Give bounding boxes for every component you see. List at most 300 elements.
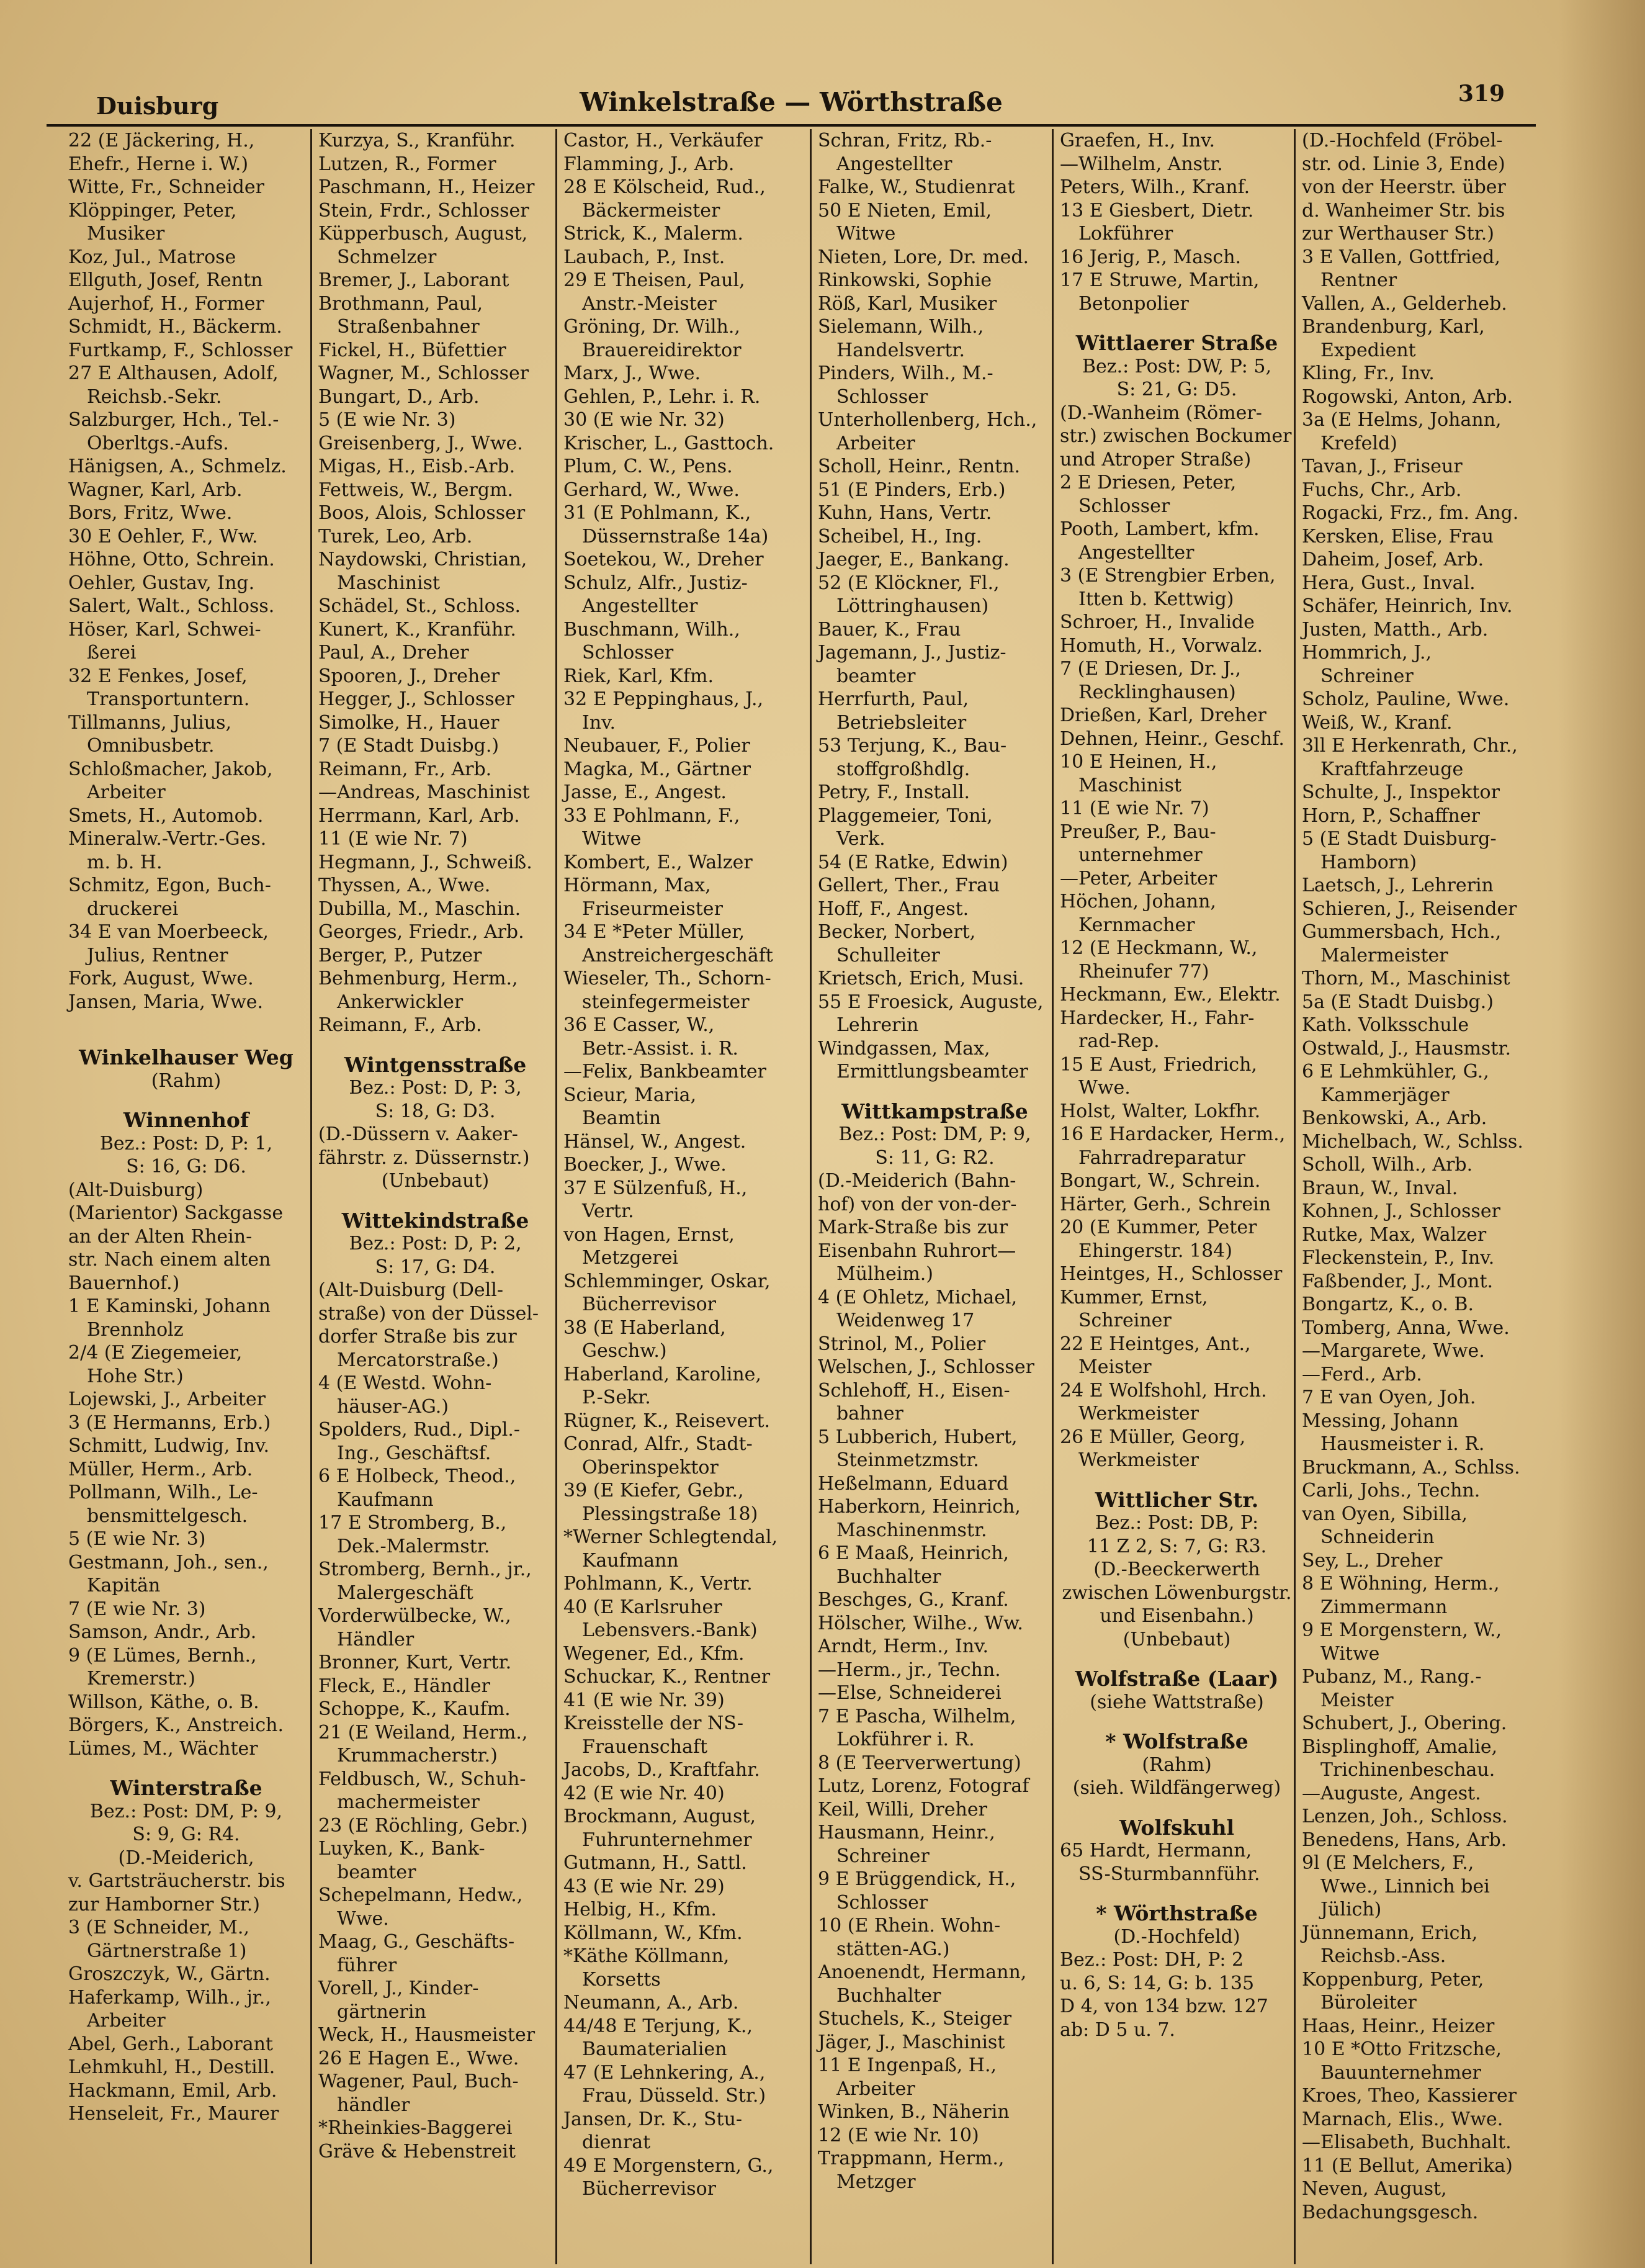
entry-line: Mineralw.-Vertr.-Ges.	[68, 828, 267, 850]
entry-line: Angestellter	[836, 153, 952, 175]
entry-line: händler	[337, 2094, 410, 2116]
entry-line: 11 (E Bellut, Amerika)	[1302, 2154, 1513, 2177]
entry-line: und Atroper Straße)	[1060, 448, 1252, 470]
street-heading: Wolfstraße (Laar)	[1075, 1667, 1279, 1691]
entry-line: Brockmann, August,	[563, 1806, 756, 1827]
entry-line: Schieren, J., Reisender	[1302, 898, 1517, 920]
entry-line: Rogowski, Anton, Arb.	[1302, 385, 1513, 408]
entry-line: Haberkorn, Heinrich,	[818, 1496, 1021, 1518]
entry-line: (Alt-Duisburg)	[68, 1179, 204, 1201]
entry-line: 11 (E wie Nr. 7)	[1060, 798, 1209, 819]
entry-line: Welschen, J., Schlosser	[818, 1356, 1034, 1378]
entry-line: Strinol, M., Polier	[818, 1333, 986, 1355]
entry-line: Jaeger, E., Bankang.	[818, 549, 1010, 570]
entry-line: d. Wanheimer Str. bis	[1302, 199, 1505, 222]
entry-line: Betr.-Assist. i. R.	[582, 1037, 738, 1060]
entry-line: Witwe	[836, 223, 896, 245]
entry-line: Schubert, J., Obering.	[1302, 1712, 1507, 1734]
entry-line: Faßbender, J., Mont.	[1302, 1270, 1494, 1292]
entry-line: Daheim, Josef, Arb.	[1302, 549, 1484, 570]
entry-line: 53 Terjung, K., Bau-	[818, 735, 1007, 757]
entry-line: 3a (E Helms, Johann,	[1302, 409, 1502, 431]
spacer	[1054, 1886, 1300, 1902]
entry-line: Schlosser	[836, 1891, 928, 1914]
entry-line: Expedient	[1320, 339, 1416, 361]
column-2	[310, 129, 558, 2264]
entry-line: Hackmann, Emil, Arb.	[68, 2079, 277, 2102]
entry-line: Bauer, K., Frau	[818, 618, 961, 641]
entry-line: Laetsch, J., Lehrerin	[1302, 875, 1494, 896]
street-heading: Wintgensstraße	[344, 1053, 527, 1076]
spacer	[1054, 1651, 1300, 1667]
entry-line: —Felix, Bankbeamter	[563, 1061, 766, 1082]
entry-line: Carli, Johs., Techn.	[1302, 1480, 1481, 1501]
entry-line: 3 E Vallen, Gottfried,	[1302, 246, 1500, 268]
entry-line: Hommrich, J.,	[1302, 642, 1432, 664]
entry-line: Soetekou, W., Dreher	[563, 549, 764, 570]
entry-line: beamter	[337, 1861, 416, 1883]
entry-line: Spooren, J., Dreher	[318, 665, 500, 687]
entry-line: Greisenberg, J., Wwe.	[318, 432, 523, 454]
entry-line: Schulleiter	[836, 944, 940, 966]
entry-line: str. Nach einem alten	[68, 1249, 271, 1271]
entry-line: hof) von der von-der-	[818, 1193, 1017, 1215]
entry-line: Reimann, Fr., Arb.	[318, 758, 492, 780]
entry-line: 54 (E Ratke, Edwin)	[818, 851, 1008, 873]
entry-line: Pollmann, Wilh., Le-	[68, 1482, 258, 1503]
entry-line: Geschw.)	[582, 1340, 667, 1362]
entry-line: Kremerstr.)	[87, 1668, 195, 1690]
entry-line: 8 E Wöhning, Herm.,	[1302, 1573, 1500, 1595]
entry-line: Wwe., Linnich bei	[1320, 1875, 1490, 1897]
street-note: zwischen Löwenburgstr.	[1062, 1582, 1292, 1604]
entry-line: 4 (E Westd. Wohn-	[318, 1372, 492, 1394]
entry-line: Plum, C. W., Pens.	[563, 456, 733, 477]
entry-line: 31 (E Pohlmann, K.,	[563, 502, 751, 524]
entry-line: 3 (E Strengbier Erben,	[1060, 565, 1276, 587]
street-note: S: 9, G: R4.	[132, 1824, 240, 1845]
entry-line: Bongartz, K., o. B.	[1302, 1294, 1474, 1315]
entry-line: Arbeiter	[87, 2010, 166, 2032]
entry-line: stoffgroßhdlg.	[836, 758, 970, 780]
street-note: S: 16, G: D6.	[126, 1156, 246, 1177]
entry-line: Spolders, Rud., Dipl.-	[318, 1419, 521, 1441]
entry-line: Verk.	[836, 828, 885, 850]
street-note: S: 18, G: D3.	[375, 1100, 496, 1122]
entry-line: Samson, Andr., Arb.	[68, 1621, 257, 1643]
page-edge-shadow	[1558, 0, 1645, 2268]
entry-line: Börgers, K., Anstreich.	[68, 1714, 284, 1736]
entry-line: Heßelmann, Eduard	[818, 1472, 1009, 1495]
entry-line: Höser, Karl, Schwei-	[68, 618, 261, 641]
entry-line: Mercatorstraße.)	[337, 1349, 499, 1371]
entry-line: Rogacki, Frz., fm. Ang.	[1302, 502, 1519, 524]
entry-line: Krefeld)	[1320, 432, 1397, 454]
entry-line: Korsetts	[582, 1968, 661, 1991]
entry-line: Graefen, H., Inv.	[1060, 130, 1216, 151]
entry-line: Schuckar, K., Rentner	[563, 1666, 771, 1688]
entry-line: Horn, P., Schaffner	[1302, 804, 1480, 827]
entry-line: Paschmann, H., Heizer	[318, 176, 535, 198]
spacer	[312, 1193, 558, 1209]
entry-line: Falke, W., Studienrat	[818, 176, 1015, 198]
entry-line: Abel, Gerh., Laborant	[68, 2033, 273, 2055]
entry-line: Naydowski, Christian,	[318, 549, 527, 570]
entry-line: 51 (E Pinders, Erb.)	[818, 479, 1006, 501]
entry-line: Willson, Käthe, o. B.	[68, 1691, 259, 1713]
street-heading: Winterstraße	[110, 1776, 262, 1800]
entry-line: von der Heerstr. über	[1302, 176, 1506, 198]
entry-line: Omnibusbetr.	[87, 735, 215, 757]
entry-line: Hardecker, H., Fahr-	[1060, 1007, 1255, 1029]
entry-line: u. 6, S: 14, G: b. 135	[1060, 1972, 1255, 1994]
entry-line: Bauernhof.)	[68, 1272, 180, 1294]
street-heading: Winkelhauser Weg	[79, 1046, 294, 1069]
entry-line: Krummacherstr.)	[337, 1745, 498, 1766]
entry-line: (Alt-Duisburg (Dell-	[318, 1279, 503, 1301]
entry-line: Behmenburg, Herm.,	[318, 968, 518, 989]
entry-line: Jünnemann, Erich,	[1302, 1922, 1478, 1944]
spacer	[1054, 1714, 1300, 1730]
entry-line: Castor, H., Verkäufer	[563, 130, 763, 151]
entry-line: Maschinist	[337, 572, 441, 594]
entry-line: Becker, Norbert,	[818, 921, 976, 943]
entry-line: Hoff, F., Angest.	[818, 898, 969, 920]
entry-line: 26 E Hagen E., Wwe.	[318, 2047, 519, 2069]
entry-line: Schäfer, Heinrich, Inv.	[1302, 595, 1513, 617]
entry-line: Justen, Matth., Arb.	[1302, 618, 1489, 641]
entry-line: Braun, W., Inval.	[1302, 1177, 1458, 1199]
entry-line: Rutke, Max, Walzer	[1302, 1223, 1487, 1246]
entry-line: Weck, H., Hausmeister	[318, 2024, 536, 2046]
entry-line: Preußer, P., Bau-	[1060, 821, 1216, 843]
entry-line: 3 (E Schneider, M.,	[68, 1917, 249, 1938]
entry-line: 24 E Wolfshohl, Hrch.	[1060, 1379, 1267, 1402]
entry-line: Stuchels, K., Steiger	[818, 2008, 1012, 2030]
entry-line: Arndt, Herm., Inv.	[818, 1636, 989, 1657]
entry-line: 6 E Holbeck, Theod.,	[318, 1465, 516, 1487]
entry-line: Brennholz	[87, 1318, 184, 1341]
entry-line: Fleck, E., Händler	[318, 1675, 490, 1697]
entry-line: Lokführer i. R.	[836, 1729, 975, 1750]
entry-line: Hohe Str.)	[87, 1365, 184, 1387]
entry-line: Bisplinghoff, Amalie,	[1302, 1735, 1498, 1758]
entry-line: Vallen, A., Gelderheb.	[1302, 292, 1507, 315]
entry-line: Riek, Karl, Kfm.	[563, 665, 714, 687]
entry-line: Frau, Düsseld. Str.)	[582, 2085, 766, 2107]
entry-line: Anstr.-Meister	[582, 292, 717, 315]
entry-line: Neven, August,	[1302, 2178, 1447, 2200]
entry-line: Hänigsen, A., Schmelz.	[68, 456, 287, 477]
entry-line: Betonpolier	[1078, 292, 1189, 315]
entry-line: Kuhn, Hans, Vertr.	[818, 502, 992, 524]
entry-line: P.-Sekr.	[582, 1387, 651, 1408]
entry-line: Henseleit, Fr., Maurer	[68, 2103, 279, 2125]
entry-line: Ellguth, Josef, Rentn	[68, 269, 263, 291]
entry-line: Weiß, W., Kranf.	[1302, 711, 1453, 734]
entry-line: Benedens, Hans, Arb.	[1302, 1829, 1507, 1851]
entry-line: Laubach, P., Inst.	[563, 246, 725, 268]
entry-line: Itten b. Kettwig)	[1078, 588, 1234, 610]
street-note: S: 11, G: R2.	[875, 1146, 995, 1169]
entry-line: 22 E Heintges, Ant.,	[1060, 1333, 1251, 1355]
street-note: (sieh. Wildfängerweg)	[1072, 1777, 1281, 1799]
entry-line: —Ferd., Arb.	[1302, 1363, 1422, 1385]
entry-line: Weidenweg 17	[836, 1310, 975, 1331]
entry-line: Jäger, J., Maschinist	[818, 2031, 1005, 2053]
entry-line: 44/48 E Terjung, K.,	[563, 2015, 753, 2037]
entry-line: 34 E *Peter Müller,	[563, 921, 745, 943]
entry-line: Händler	[337, 1628, 415, 1650]
entry-line: Ankerwickler	[337, 991, 464, 1013]
entry-line: Holst, Walter, Lokfhr.	[1060, 1100, 1261, 1122]
entry-line: Schulz, Alfr., Justiz-	[563, 572, 748, 594]
entry-line: Vorderwülbecke, W.,	[318, 1605, 511, 1627]
entry-line: v. Gartsträucherstr. bis	[68, 1870, 285, 1892]
entry-line: Wagner, M., Schlosser	[318, 362, 529, 384]
entry-line: Pohlmann, K., Vertr.	[563, 1573, 753, 1595]
entry-line: Hegmann, J., Schweiß.	[318, 851, 532, 873]
entry-line: ßerei	[87, 642, 137, 664]
entry-line: 41 (E wie Nr. 39)	[563, 1689, 725, 1711]
entry-line: von Hagen, Ernst,	[563, 1223, 735, 1246]
entry-line: m. b. H.	[87, 851, 163, 873]
entry-line: Schneiderin	[1320, 1526, 1435, 1548]
street-note: (Rahm)	[151, 1069, 222, 1092]
entry-line: Bungart, D., Arb.	[318, 385, 480, 408]
street-note: Bez.: Post: D, P: 3,	[349, 1077, 522, 1099]
entry-line: Baumaterialien	[582, 2038, 727, 2060]
entry-line: 30 E Oehler, F., Ww.	[68, 525, 258, 547]
entry-line: Scholl, Heinr., Rentn.	[818, 456, 1021, 477]
entry-line: Kammerjäger	[1320, 1084, 1450, 1106]
entry-line: Drießen, Karl, Dreher	[1060, 704, 1266, 726]
entry-line: Kombert, E., Walzer	[563, 851, 753, 873]
entry-line: Mark-Straße bis zur	[818, 1217, 1008, 1238]
entry-line: Hausmann, Heinr.,	[818, 1822, 995, 1843]
entry-line: Vertr.	[582, 1200, 634, 1222]
street-heading: * Wörthstraße	[1096, 1902, 1258, 1925]
street-note: S: 17, G: D4.	[375, 1256, 496, 1278]
spacer	[1054, 1800, 1300, 1816]
entry-line: Hamborn)	[1320, 851, 1417, 873]
entry-line: Berger, P., Putzer	[318, 944, 482, 966]
entry-line: Dehnen, Heinr., Geschf.	[1060, 727, 1284, 750]
spacer	[812, 1084, 1058, 1100]
entry-line: Sey, L., Dreher	[1302, 1549, 1443, 1572]
entry-line: Hölscher, Wilhe., Ww.	[818, 1612, 1023, 1634]
entry-line: SS-Sturmbannführ.	[1078, 1863, 1260, 1885]
entry-line: Büroleiter	[1320, 1992, 1417, 2014]
entry-line: Benkowski, A., Arb.	[1302, 1107, 1487, 1129]
entry-line: Scholl, Wilh., Arb.	[1302, 1154, 1473, 1176]
entry-line: Pooth, Lambert, kfm.	[1060, 518, 1260, 540]
entry-line: 1 E Kaminski, Johann	[68, 1295, 271, 1317]
entry-line: Schulte, J., Inspektor	[1302, 781, 1500, 803]
entry-line: 6 E Maaß, Heinrich,	[818, 1542, 1010, 1564]
entry-line: Maschinenmstr.	[836, 1519, 987, 1541]
entry-line: bensmittelgesch.	[87, 1505, 248, 1527]
entry-line: unternehmer	[1078, 844, 1203, 866]
entry-line: Fettweis, W., Bergm.	[318, 479, 514, 501]
entry-line: 37 E Sülzenfuß, H.,	[563, 1177, 748, 1199]
entry-line: Koz, Jul., Matrose	[68, 246, 236, 268]
entry-line: Ehingerstr. 184)	[1078, 1240, 1232, 1262]
entry-line: Dubilla, M., Maschin.	[318, 898, 521, 920]
entry-line: Aujerhof, H., Former	[68, 292, 264, 315]
street-note: Bez.: Post: DB, P:	[1095, 1512, 1259, 1534]
street-note: (D.-Hochfeld)	[1113, 1925, 1240, 1948]
entry-line: Neumann, A., Arb.	[563, 1992, 739, 2014]
entry-line: Beamtin	[582, 1107, 661, 1129]
entry-line: Bücherrevisor	[582, 1294, 717, 1315]
entry-line: Kurzya, S., Kranführ.	[318, 130, 516, 151]
entry-line: Metzger	[836, 2171, 916, 2193]
entry-line: an der Alten Rhein-	[68, 1225, 253, 1248]
entry-line: Lehmkuhl, H., Destill.	[68, 2056, 276, 2078]
entry-line: Schepelmann, Hedw.,	[318, 1884, 523, 1906]
spacer	[62, 1092, 310, 1109]
entry-line: 32 E Peppinghaus, J.,	[563, 688, 764, 710]
entry-line: 9 E Morgenstern, W.,	[1302, 1619, 1502, 1641]
entry-line: zur Werthauser Str.)	[1302, 223, 1494, 245]
entry-line: 9 E Brüggendick, H.,	[818, 1868, 1016, 1890]
entry-line: 5 (E wie Nr. 3)	[318, 409, 456, 431]
entry-line: 33 E Pohlmann, F.,	[563, 804, 740, 827]
entry-line: Lutzen, R., Former	[318, 153, 496, 175]
entry-line: —Auguste, Angest.	[1302, 1782, 1481, 1804]
entry-line: Krietsch, Erich, Musi.	[818, 968, 1024, 989]
entry-line: Schoppe, K., Kaufm.	[318, 1698, 511, 1720]
entry-line: Tavan, J., Friseur	[1302, 456, 1463, 477]
entry-line: Fahrradreparatur	[1078, 1146, 1245, 1169]
street-note: Bez.: Post: D, P: 1,	[99, 1132, 273, 1154]
entry-line: Musiker	[87, 223, 165, 245]
entry-line: stätten-AG.)	[836, 1938, 950, 1960]
entry-line: führer	[337, 1954, 397, 1976]
entry-line: Höchen, Johann,	[1060, 891, 1216, 912]
entry-line: Höhne, Otto, Schrein.	[68, 549, 275, 570]
entry-line: Kummer, Ernst,	[1060, 1286, 1208, 1308]
entry-line: Petry, F., Install.	[818, 781, 970, 803]
column-4	[810, 129, 1058, 2264]
entry-line: Gummersbach, Hch.,	[1302, 921, 1502, 943]
entry-line: Bez.: Post: DH, P: 2	[1060, 1949, 1244, 1971]
entry-line: 2 E Driesen, Peter,	[1060, 472, 1237, 493]
entry-line: Anoenendt, Hermann,	[818, 1961, 1027, 1983]
entry-line: 30 (E wie Nr. 32)	[563, 409, 725, 431]
entry-line: Zimmermann	[1320, 1596, 1448, 1618]
entry-line: Beschges, G., Kranf.	[818, 1589, 1009, 1611]
entry-line: Scieur, Maria,	[563, 1084, 697, 1106]
street-note: S: 21, G: D5.	[1116, 379, 1237, 400]
entry-line: Pubanz, M., Rang.-	[1302, 1666, 1482, 1688]
entry-line: 3ll E Herkenrath, Chr.,	[1302, 735, 1518, 757]
spacer	[62, 1030, 310, 1046]
entry-line: Straßenbahner	[337, 316, 480, 338]
entry-line: Ostwald, J., Hausmstr.	[1302, 1037, 1512, 1060]
entry-line: Kaufmann	[582, 1549, 679, 1572]
entry-line: Rinkowski, Sophie	[818, 269, 992, 291]
entry-line: Reichsb.-Ass.	[1320, 1945, 1446, 1967]
entry-line: Schlosser	[1078, 495, 1170, 517]
entry-line: Hegger, J., Schlosser	[318, 688, 514, 710]
entry-line: 12 (E wie Nr. 10)	[818, 2124, 979, 2146]
street-heading: Wittlicher Str.	[1095, 1488, 1259, 1511]
entry-line: Maschinist	[1078, 774, 1182, 796]
entry-line: Marnach, Elis., Wwe.	[1302, 2108, 1504, 2130]
column-1	[62, 129, 310, 2264]
entry-line: 49 E Morgenstern, G.,	[563, 2154, 774, 2177]
entry-line: rad-Rep.	[1078, 1030, 1160, 1052]
street-note: 11 Z 2, S: 7, G: R3.	[1087, 1535, 1267, 1557]
entry-line: Lehrerin	[836, 1014, 919, 1036]
entry-line: Wwe.	[1078, 1077, 1131, 1099]
entry-line: 16 E Hardacker, Herm.,	[1060, 1123, 1286, 1145]
spacer	[1054, 315, 1300, 331]
entry-line: D 4, von 134 bzw. 127	[1060, 1996, 1268, 2017]
entry-line: Friseurmeister	[582, 898, 723, 920]
entry-line: Boecker, J., Wwe.	[563, 1154, 727, 1176]
entry-line: (D.-Hochfeld (Fröbel-	[1302, 130, 1503, 151]
entry-line: Witte, Fr., Schneider	[68, 176, 264, 198]
entry-line: (D.-Meiderich (Bahn-	[818, 1170, 1016, 1192]
entry-line: —Elisabeth, Buchhalt.	[1302, 2131, 1512, 2153]
entry-line: Peters, Wilh., Kranf.	[1060, 176, 1250, 198]
column-6	[1294, 129, 1542, 2264]
entry-line: Messing, Johann	[1302, 1410, 1459, 1432]
street-heading: Wittlaerer Straße	[1075, 331, 1278, 355]
entry-line: Tillmanns, Julius,	[68, 711, 232, 734]
entry-line: 11 (E wie Nr. 7)	[318, 828, 468, 850]
entry-line: Schroer, H., Invalide	[1060, 611, 1255, 633]
entry-line: Angestellter	[1078, 541, 1195, 564]
header-city: Duisburg	[96, 92, 219, 120]
street-note: (siehe Wattstraße)	[1090, 1691, 1264, 1713]
entry-line: 43 (E wie Nr. 29)	[563, 1875, 725, 1897]
entry-line: Lojewski, J., Arbeiter	[68, 1388, 266, 1410]
entry-line: Kapitän	[87, 1575, 161, 1596]
entry-line: Lenzen, Joh., Schloss.	[1302, 1806, 1508, 1827]
spacer	[1054, 1472, 1300, 1488]
entry-line: Gräve & Hebenstreit	[318, 2140, 516, 2162]
entry-line: Kraftfahrzeuge	[1320, 758, 1464, 780]
entry-line: Reichsb.-Sekr.	[87, 385, 222, 408]
entry-line: 20 (E Kummer, Peter	[1060, 1217, 1257, 1238]
entry-line: 6 E Lehmkühler, G.,	[1302, 1061, 1489, 1082]
entry-line: Nieten, Lore, Dr. med.	[818, 246, 1029, 268]
street-note: Bez.: Post: DW, P: 5,	[1082, 355, 1271, 377]
street-note: (D.-Meiderich,	[118, 1847, 254, 1869]
entry-line: 7 E van Oyen, Joh.	[1302, 1387, 1476, 1408]
entry-line: Feldbusch, W., Schuh-	[318, 1768, 526, 1790]
entry-line: Kroes, Theo, Kassierer	[1302, 2085, 1517, 2107]
entry-line: 26 E Müller, Georg,	[1060, 1426, 1246, 1448]
entry-line: Maag, G., Geschäfts-	[318, 1931, 515, 1953]
entry-line: Tomberg, Anna, Wwe.	[1302, 1316, 1510, 1339]
entry-line: 5 Lubberich, Hubert,	[818, 1426, 1018, 1448]
entry-line: Arbeiter	[836, 2077, 915, 2100]
entry-line: Georges, Friedr., Arb.	[318, 921, 524, 943]
entry-line: Helbig, H., Kfm.	[563, 1899, 717, 1920]
entry-line: Arbeiter	[836, 432, 915, 454]
entry-line: Heintges, H., Schlosser	[1060, 1263, 1283, 1285]
entry-line: Oberinspektor	[582, 1456, 719, 1478]
entry-line: Hera, Gust., Inval.	[1302, 572, 1476, 594]
entry-line: Kersken, Elise, Frau	[1302, 525, 1494, 547]
entry-line: Köllmann, W., Kfm.	[563, 1922, 743, 1944]
entry-line: Wieseler, Th., Schorn-	[563, 968, 771, 989]
